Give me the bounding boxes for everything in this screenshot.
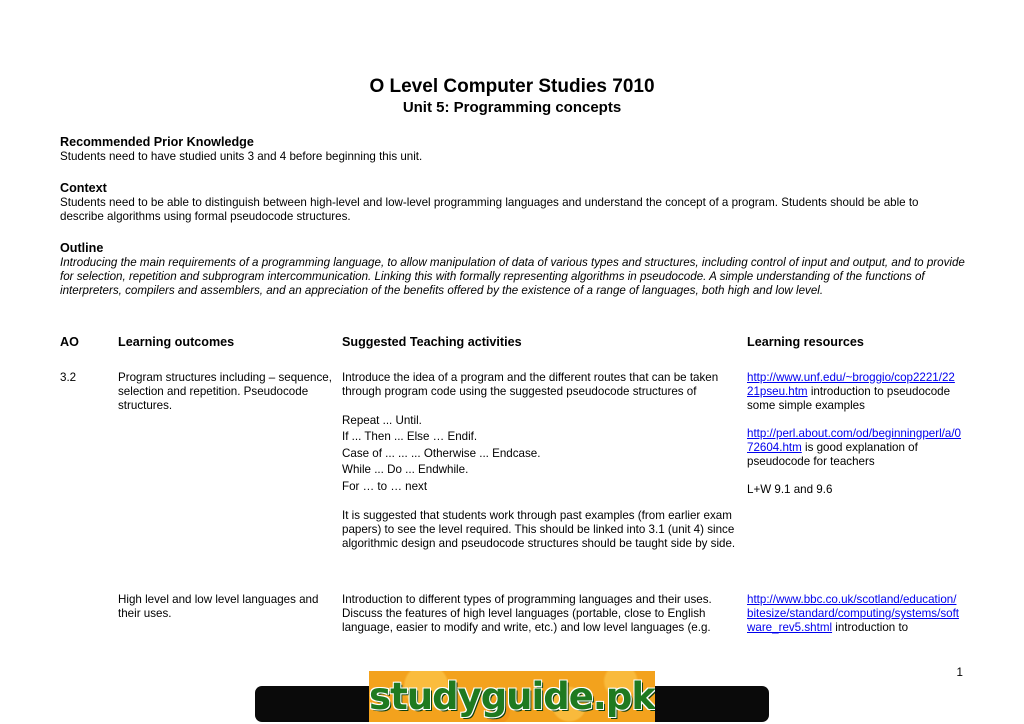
resource-entry [747, 427, 961, 469]
prior-knowledge-section [60, 135, 965, 164]
row2-teaching-activity: Introduction to different types of programming languages and their uses. Discuss the features of high level languages (portable, close to English language, easier to modify and write, etc.) and low level languages (e.g. [342, 593, 712, 634]
pseudocode-item: Repeat ... Until. [342, 414, 422, 427]
pseudocode-item: If ... Then ... Else … Endif. [342, 430, 478, 444]
row2-learning-resources [747, 593, 961, 635]
studyguide-logo[interactable] [369, 671, 655, 722]
prior-knowledge-text: Students need to have studied units 3 and 4 before beginning this unit. [60, 150, 423, 163]
row1-ao: 3.2 [60, 371, 77, 384]
context-text: Students need to be able to distinguish between high-level and low-level programming languages and understand the concept of a program. Students should be able to describe algorithms using formal pseudocode structures. [60, 196, 919, 223]
row1-activity-intro: Introduce the idea of a program and the different routes that can be taken through program code using the suggested pseudocode structures of [342, 371, 719, 398]
page-number: 1 [956, 666, 963, 679]
outline-text: Introducing the main requirements of a programming language, to allow manipulation of data of various types and structures, including control of input and output, and to provide for selection, repetition and subprogram intercommunication. Linking this with formally representing algorithms in pseudocode. A simple understanding of the functions of interpreters, compilers and assemblers, and an appreciation of the benefits offered by the existence of a range of languages, both high and low level. [60, 256, 965, 297]
pseudocode-item: Case of ... ... ... Otherwise ... Endcase. [342, 446, 541, 460]
pseudocode-item: For … to … next [342, 479, 428, 493]
resource-link[interactable]: http://perl.about.com/od/beginningperl/a/072604.htm [747, 427, 961, 454]
header-ao: AO [60, 335, 79, 349]
resource-description: introduction to [832, 621, 909, 634]
prior-knowledge-heading: Recommended Prior Knowledge [60, 135, 254, 149]
resource-reference: L+W 9.1 and 9.6 [747, 483, 833, 496]
context-heading: Context [60, 181, 107, 195]
pseudocode-list [342, 413, 736, 495]
document-title: O Level Computer Studies 7010 [369, 76, 655, 97]
row2-learning-outcome: High level and low level languages and their uses. [118, 593, 319, 620]
header-learning-resources: Learning resources [747, 335, 864, 349]
context-section [60, 181, 965, 224]
row1-activity-note: It is suggested that students work through past examples (from earlier exam papers) to see the level required. This should be linked into 3.1 (unit 4) since algorithmic design and pseudocode structures should be taught side by side. [342, 509, 736, 551]
outline-section [60, 241, 965, 298]
resource-entry [747, 593, 961, 635]
resource-entry [747, 371, 961, 413]
row1-teaching-activity [342, 371, 736, 551]
row1-learning-outcome: Program structures including – sequence, selection and repetition. Pseudocode structures. [118, 371, 332, 412]
resource-link[interactable]: http://www.unf.edu/~broggio/cop2221/2221pseu.htm [747, 371, 955, 398]
header-learning-outcomes: Learning outcomes [118, 335, 235, 349]
outline-heading: Outline [60, 241, 104, 255]
resource-link[interactable]: http://www.bbc.co.uk/scotland/education/bitesize/standard/computing/systems/software_rev5.shtml [747, 593, 960, 634]
row1-learning-resources [747, 371, 961, 497]
document-subtitle: Unit 5: Programming concepts [402, 99, 622, 116]
header-teaching-activities: Suggested Teaching activities [342, 335, 522, 349]
logo-text: studyguide.pk [369, 675, 655, 718]
resource-description: is good explanation of pseudocode for teachers [747, 441, 918, 468]
pseudocode-item: While ... Do ... Endwhile. [342, 463, 469, 477]
resource-description: introduction to pseudocode some simple examples [747, 385, 951, 412]
